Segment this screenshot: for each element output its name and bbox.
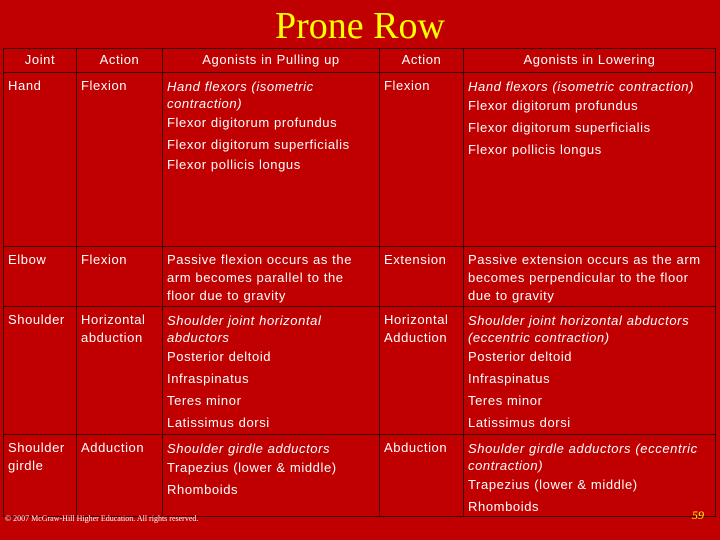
agonists-up-cell — [163, 73, 380, 247]
header-action-down: Action — [380, 49, 464, 73]
action-down-cell: Flexion — [380, 73, 464, 247]
muscle: Teres minor — [468, 393, 543, 408]
muscle: Latissimus dorsi — [468, 415, 571, 430]
muscle: Flexor pollicis longus — [167, 157, 301, 172]
agonists-down-cell — [464, 307, 716, 435]
agonists-down-cell: Passive extension occurs as the arm becomes perpendicular to the floor due to gravity — [464, 247, 716, 307]
action-up-cell: Flexion — [77, 73, 163, 247]
muscle: Rhomboids — [468, 499, 540, 514]
muscle-group: Shoulder joint horizontal abductors (eccentric contraction) — [468, 313, 690, 345]
slide-title: Prone Row — [275, 5, 445, 47]
header-agonists-down: Agonists in Lowering — [464, 49, 716, 73]
muscle-group: Hand flexors (isometric contraction) — [167, 79, 314, 111]
joint-cell: Shoulder — [4, 307, 77, 435]
muscle: Flexor digitorum superficialis — [167, 137, 350, 152]
action-up-cell: Adduction — [77, 435, 163, 517]
action-down-cell: Horizontal Adduction — [380, 307, 464, 435]
muscle: Latissimus dorsi — [167, 415, 270, 430]
muscle-group: Shoulder girdle adductors (eccentric contraction) — [468, 441, 698, 473]
joint-cell: Hand — [4, 73, 77, 247]
table-row — [4, 435, 716, 517]
action-down-cell: Abduction — [380, 435, 464, 517]
table-row — [4, 73, 716, 247]
action-up-cell: Horizontal abduction — [77, 307, 163, 435]
muscle: Trapezius (lower & middle) — [167, 460, 337, 475]
muscle: Infraspinatus — [468, 371, 551, 386]
agonists-up-cell — [163, 435, 380, 517]
header-action-up: Action — [77, 49, 163, 73]
table-row — [4, 247, 716, 307]
table-row — [4, 307, 716, 435]
muscle: Infraspinatus — [167, 371, 250, 386]
action-up-cell: Flexion — [77, 247, 163, 307]
muscle: Posterior deltoid — [468, 349, 573, 364]
agonists-down-cell — [464, 73, 716, 247]
muscle: Flexor digitorum profundus — [167, 115, 338, 130]
header-joint: Joint — [4, 49, 77, 73]
copyright-notice: © 2007 McGraw-Hill Higher Education. All rights reserved. — [5, 514, 199, 523]
muscle: Flexor digitorum superficialis — [468, 120, 651, 135]
muscle: Rhomboids — [167, 482, 239, 497]
joint-cell: Shoulder girdle — [4, 435, 77, 517]
muscle: Flexor pollicis longus — [468, 142, 602, 157]
muscle-group: Shoulder joint horizontal abductors — [167, 313, 322, 345]
muscle: Trapezius (lower & middle) — [468, 477, 638, 492]
muscle: Teres minor — [167, 393, 242, 408]
joint-cell: Elbow — [4, 247, 77, 307]
agonists-up-cell: Passive flexion occurs as the arm becomes parallel to the floor due to gravity — [163, 247, 380, 307]
page-number: 59 — [692, 508, 704, 522]
muscle-group: Shoulder girdle adductors — [167, 441, 331, 456]
muscle-group: Hand flexors (isometric contraction) — [468, 79, 695, 94]
agonists-up-cell — [163, 307, 380, 435]
muscle: Posterior deltoid — [167, 349, 272, 364]
table-header-row — [4, 49, 716, 73]
header-agonists-up: Agonists in Pulling up — [163, 49, 380, 73]
agonists-down-cell — [464, 435, 716, 517]
action-down-cell: Extension — [380, 247, 464, 307]
muscle: Flexor digitorum profundus — [468, 98, 639, 113]
muscle-table — [3, 48, 716, 517]
